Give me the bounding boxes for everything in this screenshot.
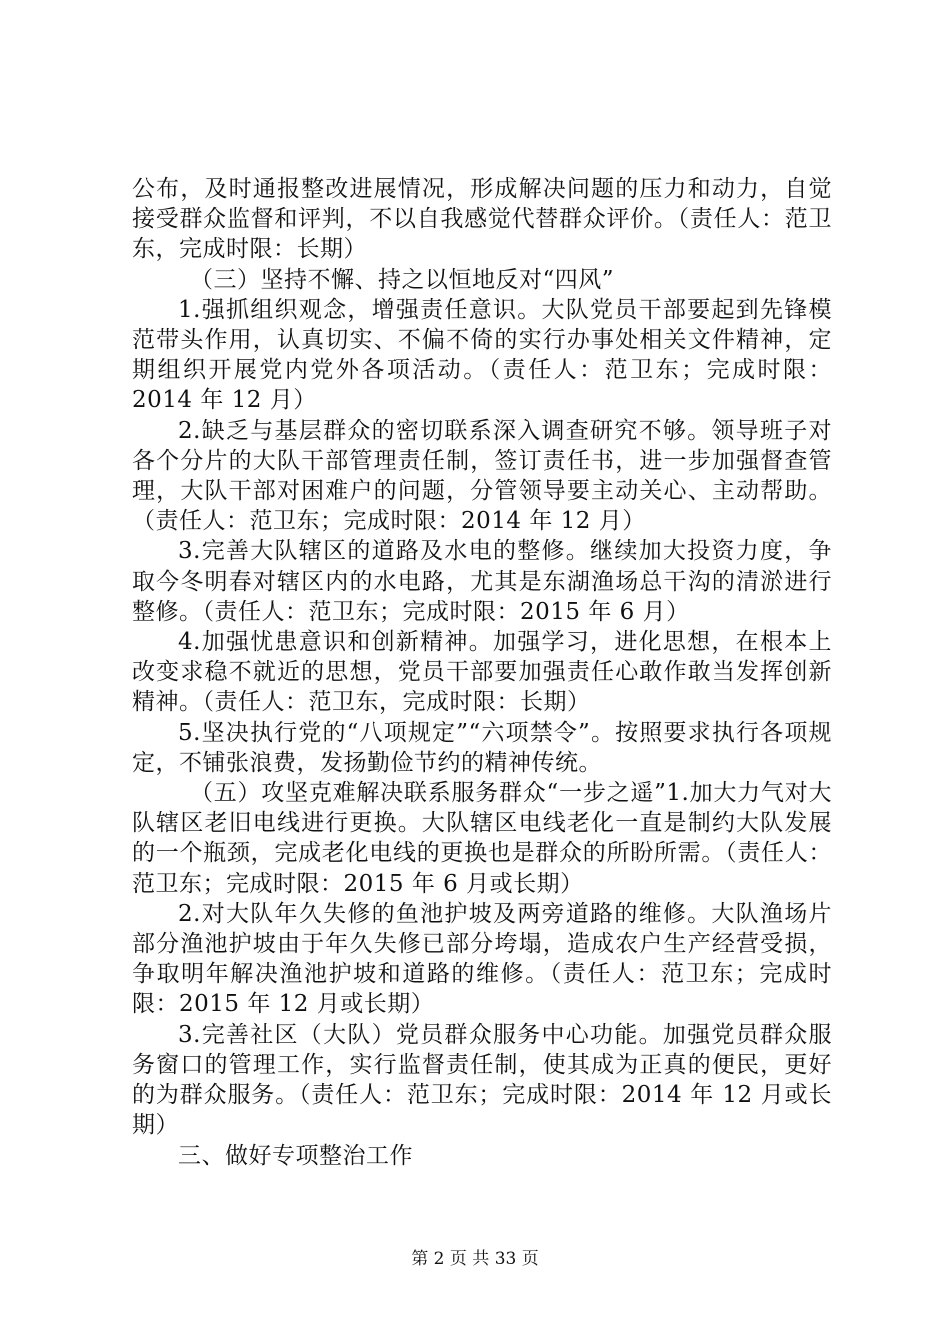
paragraph-item-3: 3.完善大队辖区的道路及水电的整修。继续加大投资力度，争取今冬明春对辖区内的水电路，尤其是东湖渔场总干沟的清淤进行整修。（责任人：范卫东；完成时限：2015 年 6 月）	[132, 538, 832, 625]
paragraph-item-5: 5.坚决执行党的“八项规定”“六项禁令”。按照要求执行各项规定，不铺张浪费，发扬勤俭节约的精神传统。	[132, 719, 832, 776]
paragraph-item-4: 4.加强忧患意识和创新精神。加强学习，进化思想，在根本上改变求稳不就近的思想，党员干部要加强责任心敢作敢当发挥创新精神。（责任人：范卫东，完成时限：长期）	[132, 629, 832, 716]
paragraph-item-5-3: 3.完善社区（大队）党员群众服务中心功能。加强党员群众服务窗口的管理工作，实行监督责任制，使其成为正真的便民，更好的为群众服务。（责任人：范卫东；完成时限：2014 年 12 月或长期）	[132, 1021, 832, 1139]
section-heading-five: （五）攻坚克难解决联系服务群众“一步之遥”1.加大力气对大队辖区老旧电线进行更换。大队辖区电线老化一直是制约大队发展的一个瓶颈，完成老化电线的更换也是群众的所盼所需。（责任人：范卫东；完成时限：2015 年 6 月或长期）	[132, 780, 832, 897]
paragraph-item-1: 1.强抓组织观念，增强责任意识。大队党员干部要起到先锋模范带头作用，认真切实、不偏不倚的实行办事处相关文件精神，定期组织开展党内党外各项活动。（责任人：范卫东；完成时限：2014 年 12 月）	[132, 296, 832, 414]
section-heading-part-three: 三、做好专项整治工作	[178, 1142, 413, 1169]
paragraph-item-5-2: 2.对大队年久失修的鱼池护坡及两旁道路的维修。大队渔场片部分渔池护坡由于年久失修已部分垮塌，造成农户生产经营受损，争取明年解决渔池护坡和道路的维修。（责任人：范卫东；完成时限：2015 年 12 月或长期）	[132, 900, 832, 1018]
paragraph-continuation: 公布，及时通报整改进展情况，形成解决问题的压力和动力，自觉接受群众监督和评判，不以自我感觉代替群众评价。（责任人：范卫东，完成时限：长期）	[132, 176, 832, 263]
section-heading-three: （三）坚持不懈、持之以恒地反对“四风”	[190, 266, 615, 293]
document-body	[132, 174, 832, 1171]
page-footer: 第 2 页 共 33 页	[411, 1249, 539, 1269]
paragraph-item-2: 2.缺乏与基层群众的密切联系深入调查研究不够。领导班子对各个分片的大队干部管理责任制，签订责任书，进一步加强督查管理，大队干部对困难户的问题，分管领导要主动关心、主动帮助。（责任人：范卫东；完成时限：2014 年 12 月）	[132, 417, 832, 535]
